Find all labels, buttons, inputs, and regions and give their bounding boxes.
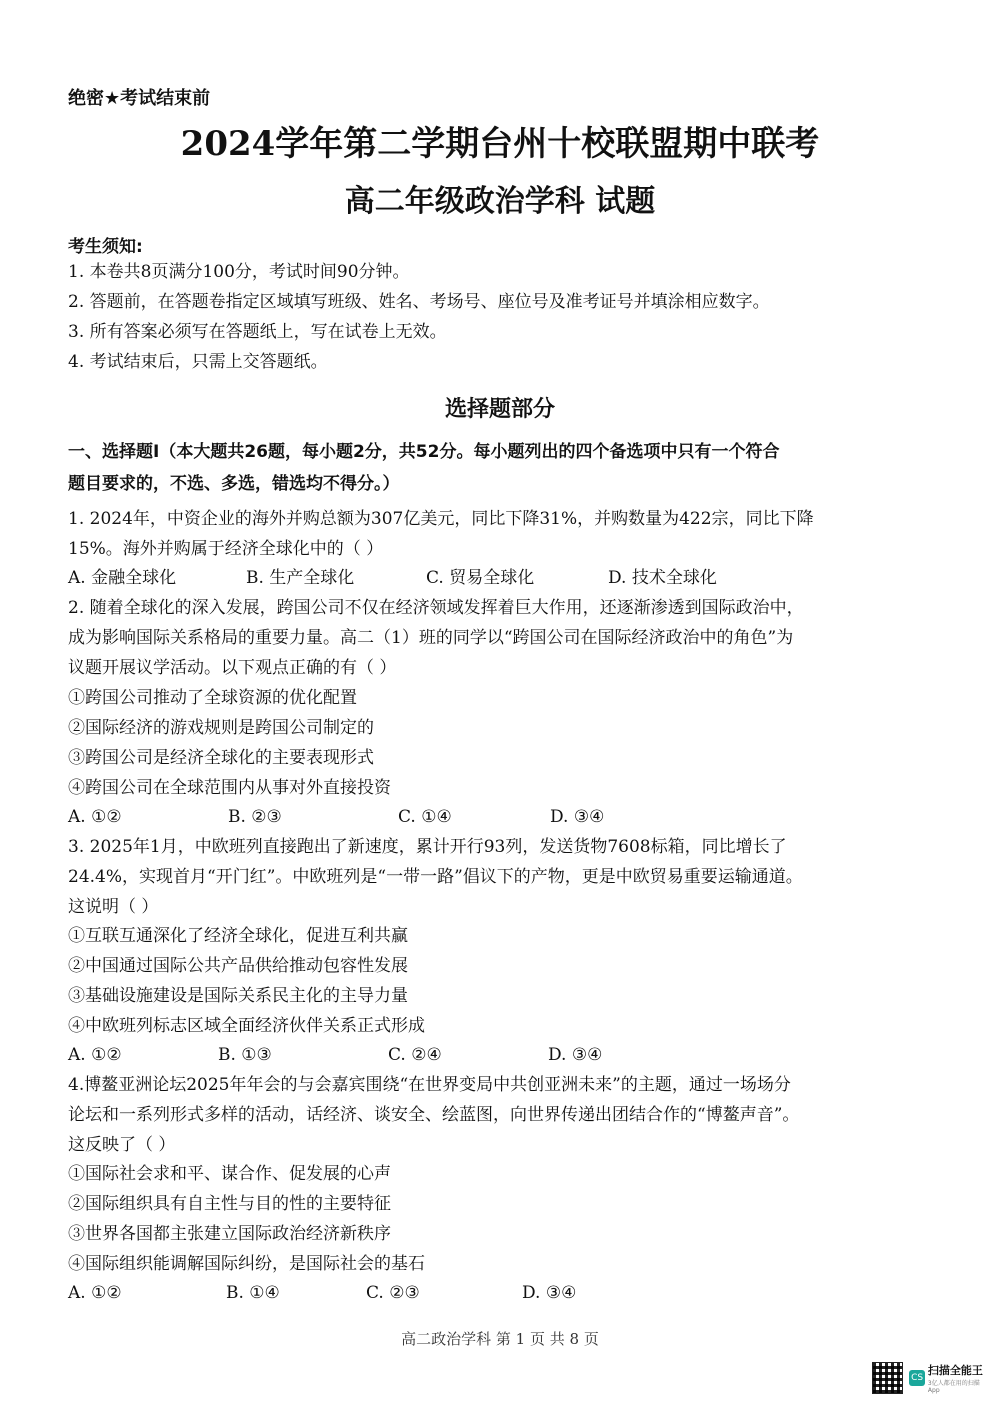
option-d: D. ③④ xyxy=(548,1045,603,1065)
question-4-statement: ③世界各国都主张建立国际政治经济新秩序 xyxy=(68,1224,391,1244)
option-b: B. 生产全球化 xyxy=(246,568,355,588)
option-d: D. ③④ xyxy=(522,1283,577,1303)
notice-heading: 考生须知: xyxy=(68,237,143,257)
question-4-stem: 论坛和一系列形式多样的活动，话经济、谈安全、绘蓝图，向世界传递出团结合作的“博鳌声音”。 xyxy=(68,1105,800,1125)
qr-code-icon xyxy=(872,1362,903,1394)
question-4-stem: 4.博鳌亚洲论坛2025年年会的与会嘉宾围绕“在世界变局中共创亚洲未来”的主题，通过一场场分 xyxy=(68,1075,791,1095)
question-4-statement: ②国际组织具有自主性与目的性的主要特征 xyxy=(68,1194,391,1214)
scanner-watermark xyxy=(872,1360,990,1396)
question-3-statement: ①互联互通深化了经济全球化，促进互利共赢 xyxy=(68,926,408,946)
question-2-stem: 成为影响国际关系格局的重要力量。高二（1）班的同学以“跨国公司在国际经济政治中的角色”为 xyxy=(68,628,794,648)
section-title: 选择题部分 xyxy=(444,397,555,422)
question-1-stem: 15%。海外并购属于经济全球化中的（ ） xyxy=(68,539,384,559)
option-b: B. ①④ xyxy=(226,1283,280,1303)
exam-title: 2024学年第二学期台州十校联盟期中联考 xyxy=(180,124,820,164)
question-4-statement: ①国际社会求和平、谋合作、促发展的心声 xyxy=(68,1164,391,1184)
question-2-stem: 2. 随着全球化的深入发展，跨国公司不仅在经济领域发挥着巨大作用，还逐渐渗透到国际政治中， xyxy=(68,598,804,618)
option-d: D. ③④ xyxy=(550,807,605,827)
question-3-stem: 这说明（ ） xyxy=(68,897,159,917)
option-c: C. ②④ xyxy=(388,1045,442,1065)
question-3-statement: ③基础设施建设是国际关系民主化的主导力量 xyxy=(68,986,408,1006)
notice-item: 4. 考试结束后，只需上交答题纸。 xyxy=(68,352,328,372)
question-2-statement: ②国际经济的游戏规则是跨国公司制定的 xyxy=(68,718,374,738)
part-instructions: 一、选择题Ⅰ（本大题共26题，每小题2分，共52分。每小题列出的四个备选项中只有一个符合 xyxy=(68,442,780,462)
question-4-stem: 这反映了（ ） xyxy=(68,1135,176,1155)
part-instructions: 题目要求的，不选、多选，错选均不得分。） xyxy=(68,474,400,494)
option-a: A. ①② xyxy=(68,1045,122,1065)
exam-subtitle: 高二年级政治学科 试题 xyxy=(344,184,656,219)
option-c: C. 贸易全球化 xyxy=(426,568,535,588)
question-2-stem: 议题开展议学活动。以下观点正确的有（ ） xyxy=(68,658,397,678)
question-2-statement: ③跨国公司是经济全球化的主要表现形式 xyxy=(68,748,374,768)
option-a: A. 金融全球化 xyxy=(68,568,177,588)
watermark-name: 扫描全能王 xyxy=(927,1364,983,1377)
question-1-stem: 1. 2024年，中资企业的海外并购总额为307亿美元，同比下降31%，并购数量为422宗，同比下降 xyxy=(68,509,814,529)
option-c: C. ①④ xyxy=(398,807,452,827)
notice-item: 3. 所有答案必须写在答题纸上，写在试卷上无效。 xyxy=(68,322,447,342)
notice-item: 2. 答题前，在答题卷指定区域填写班级、姓名、考场号、座位号及准考证号并填涂相应数字。 xyxy=(68,292,770,312)
option-d: D. 技术全球化 xyxy=(608,568,717,588)
watermark-sub: 3亿人都在用的扫描App xyxy=(927,1380,980,1394)
page-footer: 高二政治学科 第 1 页 共 8 页 xyxy=(401,1330,599,1348)
question-3-statement: ④中欧班列标志区域全面经济伙伴关系正式形成 xyxy=(68,1016,425,1036)
confidential-label: 绝密★考试结束前 xyxy=(68,88,211,109)
watermark-text xyxy=(928,1362,990,1394)
option-a: A. ①② xyxy=(68,1283,122,1303)
notice-item: 1. 本卷共8页满分100分，考试时间90分钟。 xyxy=(68,262,410,282)
question-4-statement: ④国际组织能调解国际纠纷，是国际社会的基石 xyxy=(68,1254,425,1274)
option-a: A. ①② xyxy=(68,807,122,827)
option-b: B. ①③ xyxy=(218,1045,272,1065)
question-3-stem: 3. 2025年1月，中欧班列直接跑出了新速度，累计开行93列，发送货物7608标箱，同比增长了 xyxy=(68,837,787,857)
option-c: C. ②③ xyxy=(366,1283,420,1303)
question-3-statement: ②中国通过国际公共产品供给推动包容性发展 xyxy=(68,956,408,976)
question-2-statement: ④跨国公司在全球范围内从事对外直接投资 xyxy=(68,778,391,798)
question-3-stem: 24.4%，实现首月“开门红”。中欧班列是“一带一路”倡议下的产物，更是中欧贸易重要运输通道。 xyxy=(68,867,803,887)
camscanner-logo: CS xyxy=(909,1370,925,1386)
question-2-statement: ①跨国公司推动了全球资源的优化配置 xyxy=(68,688,357,708)
option-b: B. ②③ xyxy=(228,807,282,827)
